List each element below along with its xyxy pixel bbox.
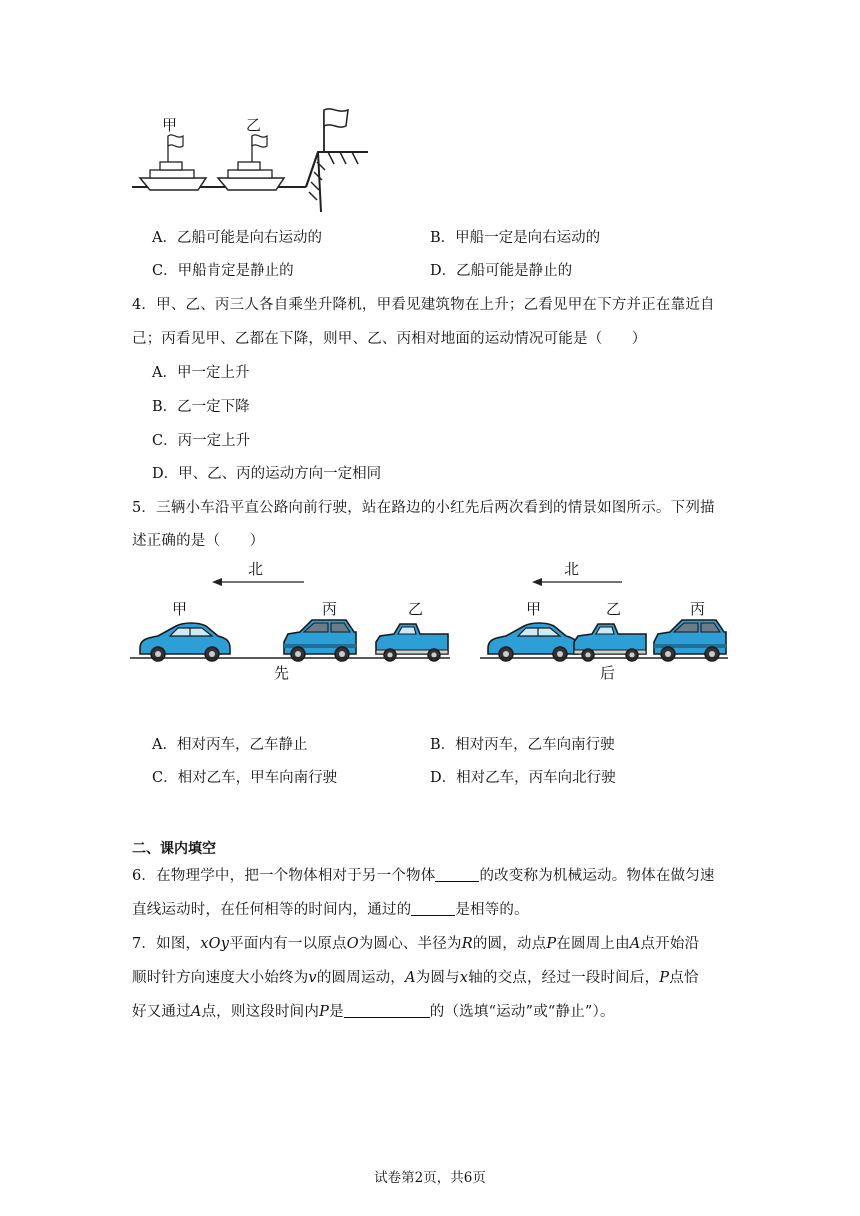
q7-var-r: R [461,936,473,952]
q5-option-b: B．相对丙车，乙车向南行驶 [430,737,615,753]
q7-var-p: P [319,1004,330,1020]
q7-text: 好又通过 [132,1004,191,1020]
q7-text: 点，则这段时间内 [201,1004,320,1020]
q5-stem-line2: 述正确的是（ ） [132,533,265,549]
car-label-yi-right: 乙 [606,600,622,618]
q6-text: 是相等的。 [455,902,529,918]
section-title: 二、课内填空 [132,841,216,857]
q7-line2 [132,966,732,987]
north-label-right: 北 [564,560,580,578]
q7-var-a: A [190,1004,202,1020]
car-bing-left [284,620,356,661]
q7-var-a: A [629,936,641,952]
q4-stem-line1: 4．甲、乙、丙三人各自乘坐升降机，甲看见建筑物在上升；乙看见甲在下方并正在靠近自 [132,297,715,313]
car-label-yi-left: 乙 [408,600,424,618]
q7-text: 是 [329,1004,344,1020]
car-bing-right [654,620,726,661]
car-label-jia-right: 甲 [526,600,542,618]
q6-blank-2[interactable] [411,901,455,916]
q6-text: 的改变称为机械运动。物体在做匀速 [479,868,715,884]
q7-text: 的（选填“运动”或“静止”）。 [429,1004,615,1020]
boat-yi [218,135,284,190]
boats-figure [128,104,378,216]
q7-text: 轴的交点，经过一段时间后， [468,970,660,986]
car-yi-right [574,624,646,661]
q4-option-b: B．乙一定下降 [152,399,250,415]
q3-option-d: D．乙船可能是静止的 [430,263,573,279]
q5-stem-line1: 5．三辆小车沿平直公路向前行驶，站在路边的小红先后两次看到的情景如图所示。下列描 [132,500,715,516]
q6-line2 [132,898,732,919]
q3-option-b: B．甲船一定是向右运动的 [430,230,601,246]
north-label-left: 北 [248,560,264,578]
q7-text: 的圆周运动， [316,970,406,986]
q7-line3 [132,1000,732,1021]
car-yi-left [376,624,448,661]
cars-figure [128,556,734,686]
q3-option-c: C．甲船肯定是静止的 [152,263,294,279]
q7-text: 为圆心、半径为 [358,936,462,952]
q7-text: 点开始沿 [640,936,700,952]
q7-var-v: v [308,970,317,986]
q5-option-d: D．相对乙车，丙车向北行驶 [430,770,616,786]
q3-option-a: A．乙船可能是向右运动的 [152,230,322,246]
page-footer: 试卷第2页，共6页 [374,1170,486,1186]
label-after: 后 [600,664,616,682]
q6-text: 6．在物理学中，把一个物体相对于另一个物体 [132,868,436,884]
label-jia: 甲 [162,116,178,134]
q7-text: 顺时针方向速度大小始终为 [132,970,309,986]
q6-line1 [132,864,732,885]
q7-text: 在圆周上由 [556,936,630,952]
q7-var-xoy: xOy [200,936,230,952]
car-label-bing-right: 丙 [690,600,706,618]
label-before: 先 [274,664,290,682]
label-yi: 乙 [246,116,262,134]
q4-option-d: D．甲、乙、丙的运动方向一定相同 [152,466,382,482]
car-jia-right [488,623,578,661]
q5-option-a: A．相对丙车，乙车静止 [152,737,308,753]
q4-option-c: C．丙一定上升 [152,433,251,449]
q7-var-a: A [405,970,416,986]
q7-text: 的圆，动点 [472,936,547,952]
q7-blank[interactable] [344,1003,430,1018]
q4-option-a: A．甲一定上升 [152,365,250,381]
q7-line1 [132,932,732,953]
q6-text: 直线运动时，在任何相等的时间内，通过的 [132,902,412,918]
boat-jia [140,135,206,190]
q7-text: 点恰 [669,970,699,986]
q7-var-p: P [659,970,670,986]
car-jia-left [140,623,230,661]
q5-option-c: C．相对乙车，甲车向南行驶 [152,770,338,786]
car-label-jia-left: 甲 [172,600,188,618]
q7-var-p: P [546,936,557,952]
q7-text: 为圆与 [415,970,460,986]
q7-text: 7．如图， [132,936,201,952]
car-label-bing-left: 丙 [322,600,338,618]
q4-stem-line2: 己；丙看见甲、乙都在下降，则甲、乙、丙相对地面的运动情况可能是（ ） [132,331,647,347]
q7-var-x: x [459,970,469,986]
q6-blank-1[interactable] [435,867,479,882]
q7-var-o: O [346,936,359,952]
q7-text: 平面内有一以原点 [229,936,347,952]
